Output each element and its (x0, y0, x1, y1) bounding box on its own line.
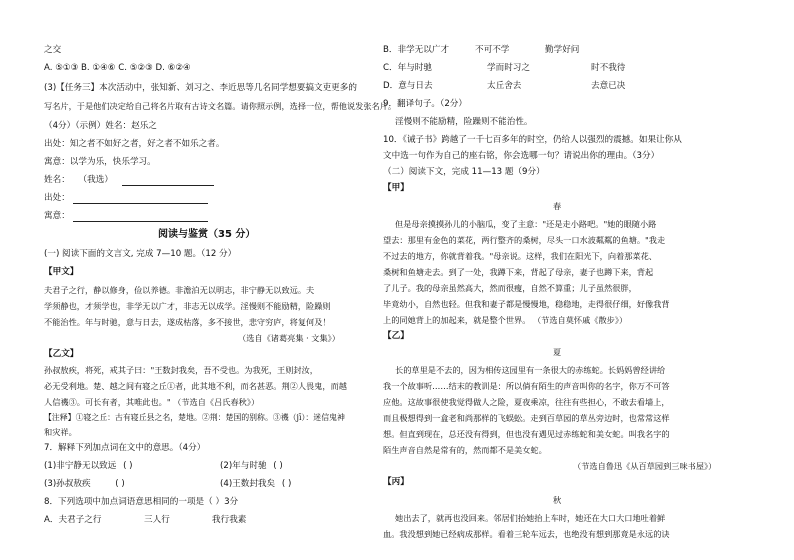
example-name: （4分）（示例）姓名：赵乐之 (44, 121, 157, 131)
passage-title-autumn: 秋 (553, 495, 562, 505)
spring-line: 望去：那里有金色的菜花，两行整齐的桑树，尽头一口水波粼粼的鱼塘。"我走 (383, 235, 666, 245)
spring-line: 了儿子。我的母亲虽然高大，然而很瘦，自然不算重；儿子虽然很胖， (383, 283, 637, 293)
spring-line: 但是母亲摸摸孙儿的小脑瓜，变了主意："还是走小路吧。"她的眼随小路 (395, 219, 657, 229)
q7-item-text: (3)孙叔敖疾 (44, 479, 91, 489)
summer-line: 长的草里是不去的，因为相传这园里有一条很大的赤练蛇。长妈妈曾经讲给 (395, 365, 666, 375)
summer-line: 应他。这故事很使我觉得做人之险，夏夜乘凉，往往有些担心，不敢去看墙上， (383, 397, 670, 407)
option-text: 学而时习之 (487, 63, 530, 73)
autumn-line: 血。我没想到她已经病成那样。看着三轮车远去，也绝没有想到那竟是永远的诀 (383, 529, 670, 539)
bing-tag: 【丙】 (383, 477, 409, 487)
option-text: 去意已决 (591, 81, 626, 91)
task-three-line2: 写名片，于是他们决定给自己将名片取有古诗文名篇。请你照示例，选择一位，帮他说发张名片。 (44, 101, 397, 111)
question-10-line2: 文中选一句作为自己的座右铭，你会选哪一句？请说出你的理由。（3分） (383, 151, 660, 161)
option-text: A．夫君子之行 (44, 515, 102, 525)
summer-line: 我一个故事听……结末的教训是：所以倘有陌生的声音叫你的名字，你万不可答 (383, 381, 670, 391)
form-source-row (44, 192, 208, 204)
jia-line: 夫君子之行，静以修身，俭以养德。非澹泊无以明志，非宁静无以致远。夫 (44, 285, 315, 295)
option-text: 不可不学 (475, 45, 510, 55)
summer-source: （节选自鲁迅《从百草园到三味书屋》） (573, 461, 717, 471)
spring-line: 上的同她背上的加起来，就是整个世界。 （节选自莫怀戚《散步》） (383, 315, 628, 325)
example-source: 出处：知之者不如好之者，好之者不如乐之者。 (44, 139, 225, 149)
summer-line: 陌生声音自然是常有的，然而都不是美女蛇。 (383, 445, 547, 455)
form-name-row (44, 174, 214, 186)
q7-item (44, 478, 125, 490)
jia-line: 不能治性。年与时驰，意与日去，遂成枯落，多不接世，悲守穷庐，将复何及！ (44, 317, 331, 327)
form-source-label: 出处： (44, 193, 70, 203)
option-text: B．非学无以广才 (383, 45, 450, 55)
summer-line: 而且极想得到一盒老和尚那样的飞蜈蚣。走到百草园的草丛旁边时，也常常这样 (383, 413, 670, 423)
jia-line: 学须静也，才须学也，非学无以广才，非志无以成学。淫慢则不能励精，险躁则 (44, 301, 331, 311)
q7-item-text: (4)王数封我矣 (220, 479, 276, 489)
q7-item (220, 478, 291, 490)
q7-answer-blank[interactable]: ( ) (273, 461, 283, 471)
question-6-options: A. ⑤①③ B. ①④⑥ C. ⑤②③ D. ⑥②④ (44, 63, 191, 73)
form-name-label: 姓名： (44, 175, 70, 185)
text-line: 之交 (44, 45, 62, 55)
question-8: 8．下列选项中加点词语意思相同的一项是（ ）3分 (44, 497, 239, 507)
form-meaning-label: 寓意： (44, 211, 70, 221)
yi-line: 人信禨③。可长有者，其唯此也。" （节选自《吕氏春秋》） (44, 397, 260, 407)
annotation-note-cont: 和灾祥。 (44, 427, 77, 437)
passage-title-spring: 春 (553, 201, 562, 211)
task-three-line1: (3)【任务三】本次活动中，张知新、刘习之、李近思等几名同学想要搞文吏更多的 (44, 83, 357, 93)
annotation-note: 【注释】①寝之丘：古有寝丘县之名，楚地。②荆：楚国的别称。③禨（jī）：迷信鬼神 (44, 413, 345, 422)
option-text: 我行我素 (212, 515, 247, 525)
question-10-line1: 10．《诫子书》跨越了一千七百多年的时空，仍给人以强烈的震撼。如果让你从 (383, 135, 682, 145)
option-text: 太丘舍去 (487, 81, 522, 91)
reading-intro: (一) 阅读下面的文言文, 完成 7—10 题。（12 分） (44, 249, 237, 259)
option-text: 时不我待 (591, 63, 626, 73)
q7-item-text: (2)年与时驰 (220, 461, 267, 471)
yi-line: 必无受利地。楚、越之间有寝之丘①者，此其地不利，而名甚恶。荆②人畏鬼，而越 (44, 381, 347, 391)
example-meaning: 寓意：以学为乐，快乐学习。 (44, 157, 156, 167)
q9-sentence: 淫慢则不能励精，险躁则不能治性。 (395, 117, 533, 127)
left-column (38, 0, 397, 560)
option-text: C．年与时驰 (383, 63, 432, 73)
yi-tag: 【乙】 (383, 331, 409, 341)
q7-answer-blank[interactable]: ( ) (281, 479, 292, 489)
spring-line: 桑树和鱼塘走去。到了一处，我蹲下来，背起了母亲，妻子也蹲下来，背起 (383, 267, 654, 277)
option-text: 三人行 (144, 515, 170, 525)
form-source-blank[interactable] (73, 194, 208, 204)
q7-item (44, 460, 133, 472)
q7-item-text: (1)非宁静无以致远 (44, 461, 117, 471)
summer-line: 想。但直到现在，总还没有得到，但也没有遇见过赤练蛇和美女蛇。叫我名字的 (383, 429, 670, 439)
spring-line: 不过去的地方，你就背着我。"母亲说。这样，我们在阳光下，向着那菜花、 (383, 251, 657, 261)
right-column (383, 0, 763, 560)
autumn-line: 她出去了，就再也没回来。邻居们抬她抬上车时，她还在大口大口地吐着鲜 (395, 513, 666, 523)
yi-line: 孙叔敖疾，将死，戒其子曰："王数封我矣，吾不受也。为我死，王则封汝， (44, 365, 318, 375)
question-7: 7．解释下列加点词在文中的意思。（4分） (44, 443, 206, 453)
form-name-blank[interactable] (122, 176, 214, 186)
option-text: 勤学好问 (545, 45, 580, 55)
jia-tag: 【甲】 (383, 183, 409, 193)
spring-line: 毕竟幼小，自然也轻。但我和妻子都是慢慢地，稳稳地，走得很仔细，好像我背 (383, 299, 670, 309)
option-text: D．意与日去 (383, 81, 433, 91)
passage-title-summer: 夏 (553, 347, 562, 357)
yi-tag: 【乙文】 (44, 349, 79, 359)
part2-intro: （二）阅读下文，完成 11—13 题（9分） (383, 167, 545, 177)
form-meaning-blank[interactable] (73, 212, 208, 222)
question-9: 9．翻译句子。（2分） (383, 99, 467, 109)
q7-answer-blank[interactable]: ( ) (115, 479, 125, 489)
form-meaning-row (44, 210, 208, 222)
form-name-hint: （我选） (78, 175, 113, 185)
jia-tag: 【甲文】 (44, 267, 79, 277)
jia-source: （选自《诸葛亮集 · 文集》） (238, 333, 340, 343)
q7-item (220, 460, 283, 472)
section-title: 阅读与鉴赏（35 分） (158, 229, 256, 240)
q7-answer-blank[interactable]: ( ) (123, 461, 133, 471)
